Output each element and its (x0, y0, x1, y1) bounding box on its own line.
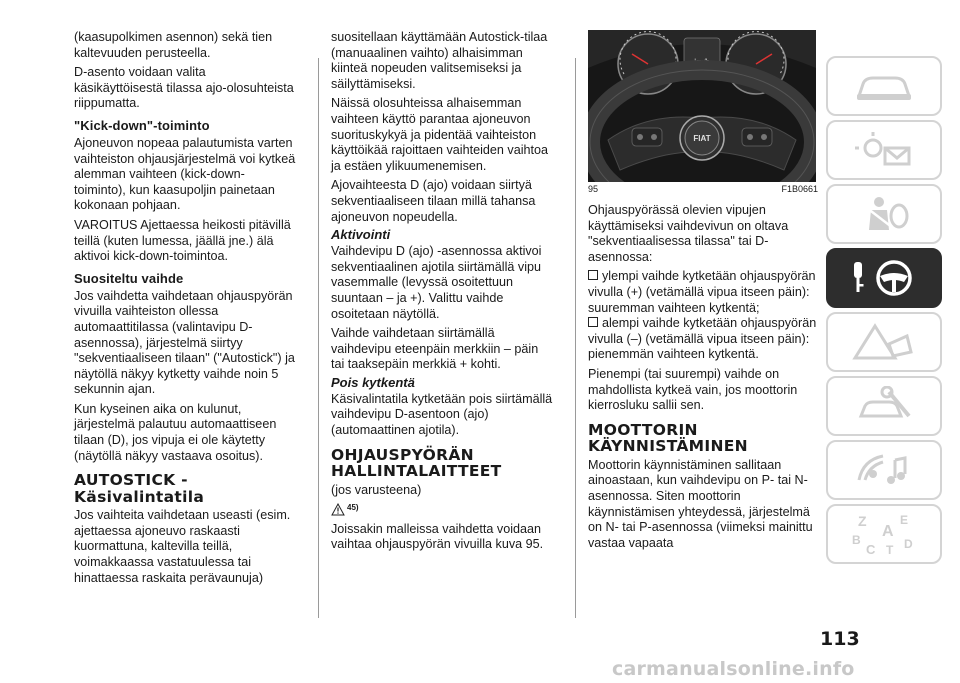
section-heading: "Kick-down"-toiminto (74, 117, 210, 133)
bullet-item (588, 316, 818, 363)
text-column-1 (74, 30, 296, 590)
bullet-square-icon (588, 270, 598, 280)
paragraph: Näissä olosuhteissa alhaisemman vaihteen käyttö parantaa ajoneuvon suorituskykyä ja pidentää vaihteiston käyttöikää rajoittaen vaihteiden vaihtoa ja estäen ylikuumenemisen. (331, 96, 549, 173)
fiat-logo-text: FIAT (693, 134, 711, 143)
paragraph: Jos vaihteita vaihdetaan useasti (esim. ajettaessa ajoneuvo raskaasti kuormattuna, kaltevilla teillä, voimakkaassa vastatuulessa tai hinattaessa raskaita perävaunuja) (74, 508, 291, 585)
watermark: carmanualsonline.info (612, 658, 855, 680)
bullet-item (588, 269, 818, 316)
warning-reference[interactable] (331, 500, 553, 516)
alphabet-index-icon (844, 510, 924, 558)
warning-triangle-icon (331, 503, 345, 516)
seatbelt-airbag-icon (849, 194, 919, 234)
wrench-car-icon (849, 386, 919, 426)
chapter-index-sidebar (826, 56, 946, 568)
tab-starting-driving[interactable] (826, 248, 942, 308)
figure-caption (588, 184, 818, 195)
paragraph: Ohjauspyörässä olevien vipujen käyttämiseksi vaihdevivun on oltava "sekventiaalisessa tilassa" tai D-asennossa: (588, 203, 789, 264)
bullet-square-icon (588, 317, 598, 327)
paragraph: Vaihde vaihdetaan siirtämällä vaihdevipu eteenpäin merkkiin – päin tai taaksepäin merkkiä + kohti. (331, 326, 539, 372)
paragraph: suositellaan käyttämään Autostick-tilaa (manuaalinen vaihto) alhaisimman kiinteä nopeuden valitsemiseksi ja säilyttämiseksi. (331, 30, 548, 91)
page-number: 113 (820, 628, 860, 650)
warning-paragraph: VAROITUS Ajettaessa heikosti pitävillä teillä (kuten lumessa, jäällä jne.) älä aktivoi kick-down-toimintoa. (74, 217, 291, 264)
index-letter: C (866, 542, 876, 557)
column-divider (318, 58, 319, 618)
chapter-heading: OHJAUSPYÖRÄN HALLINTALAITTEET (331, 445, 502, 481)
tab-maintenance[interactable] (826, 376, 942, 436)
text-column-2 (331, 30, 553, 557)
paragraph: (kaasupolkimen asennon) sekä tien kaltevuuden perusteella. (74, 30, 273, 60)
index-letter: A (882, 523, 894, 540)
section-heading: Suositeltu vaihde (74, 270, 184, 286)
bullet-text: alempi vaihde kytketään ohjauspyörän vivulla (–) (vetämällä vipua itseen päin): pienemmän vaihteen kytkentä. (588, 316, 817, 362)
chapter-heading: MOOTTORIN KÄYNNISTÄMINEN (588, 420, 748, 456)
index-letter: T (886, 543, 894, 557)
paragraph: Jos vaihdetta vaihdetaan ohjauspyörän vivuilla vaihteiston ollessa automaattitilassa (valintavipu D-asennossa), järjestelmä siirtyy "sekventiaaliseen tilaan" ("Autostick") ja näytöllä näkyy kytketty vaihde noin 5 sekunnin ajan. (74, 288, 295, 397)
tab-safety[interactable] (826, 184, 942, 244)
tab-multimedia[interactable] (826, 440, 942, 500)
text-column-3 (588, 30, 818, 555)
paragraph: D-asento voidaan valita käsikäyttöisestä tilassa ajo-olosuhteista riippumatta. (74, 65, 294, 111)
dashboard-speed-unit: km/h (694, 59, 710, 66)
tab-index[interactable] (826, 504, 942, 564)
index-letter: B (852, 533, 861, 547)
paragraph: Moottorin käynnistäminen sallitaan ainoastaan, kun vaihdevipu on P- tai N-asennossa. Siten moottorin käynnistämisen yhteydessä, järjestelmä on N- tai P-asennossa (viimeksi mainittu vastaa vapaata (588, 457, 813, 550)
steering-wheel-illustration (588, 30, 816, 182)
warning-reference-number: 45) (347, 503, 359, 513)
paragraph: Käsivalintatila kytketään pois siirtämällä vaihdevipu D-asentoon (ajo) (automaattinen ajotila). (331, 391, 553, 438)
tab-emergency[interactable] (826, 312, 942, 372)
figure-code: F1B0661 (781, 184, 818, 194)
figure-number: 95 (588, 184, 599, 194)
paragraph: Pienempi (tai suurempi) vaihde on mahdollista kytkeä vain, jos moottorin kierrosluku sallii sen. (588, 366, 798, 413)
car-dashboard-icon (849, 66, 919, 106)
paragraph: Ajoneuvon nopeaa palautumista varten vaihteiston ohjausjärjestelmä voi kytkeä alemman vaihteen (kick-down-toiminto), kun kaasupoljin painetaan kokonaan pohjaan. (74, 135, 296, 213)
warning-triangle-icon (849, 322, 919, 362)
index-letter: Z (858, 513, 867, 529)
paragraph: Vaihdevipu D (ajo) -asennossa aktivoi sekventiaalinen ajotila siirtämällä vipu vasemmalle (levyssä osoitettuun suuntaan – ja +). Valittu vaihde osoitetaan näytöllä. (331, 244, 542, 321)
warning-light-icon (849, 130, 919, 170)
paragraph: (jos varusteena) (331, 482, 422, 497)
paragraph: Joissakin malleissa vaihdetta voidaan vaihtaa ohjauspyörän vivuilla kuva 95. (331, 521, 544, 552)
bullet-text: ylempi vaihde kytketään ohjauspyörän vivulla (+) (vetämällä vipua itseen päin): suuremman vaihteen kytkentä; (588, 269, 816, 315)
paragraph: Kun kyseinen aika on kulunut, järjestelmä palautuu automaattiseen tilaan (D), jos vipuja ei ole käytetty (näytöllä näkyy vastaava osoitus). (74, 401, 277, 463)
index-letter: D (904, 537, 913, 551)
chapter-heading: AUTOSTICK - Käsivalintatila (74, 471, 205, 506)
steering-wheel-figure (588, 30, 816, 182)
paragraph: Ajovaihteesta D (ajo) voidaan siirtyä sekventiaaliseen tilaan millä tahansa ajoneuvon nopeudella. (331, 178, 536, 224)
satellite-media-icon (849, 450, 919, 490)
tab-warning-lights[interactable] (826, 120, 942, 180)
index-letter: E (900, 513, 909, 527)
subsection-heading: Aktivointi (331, 227, 391, 243)
key-steering-wheel-icon (844, 256, 924, 300)
column-divider (575, 58, 576, 618)
subsection-heading: Pois kytkentä (331, 374, 415, 390)
tab-dashboard[interactable] (826, 56, 942, 116)
